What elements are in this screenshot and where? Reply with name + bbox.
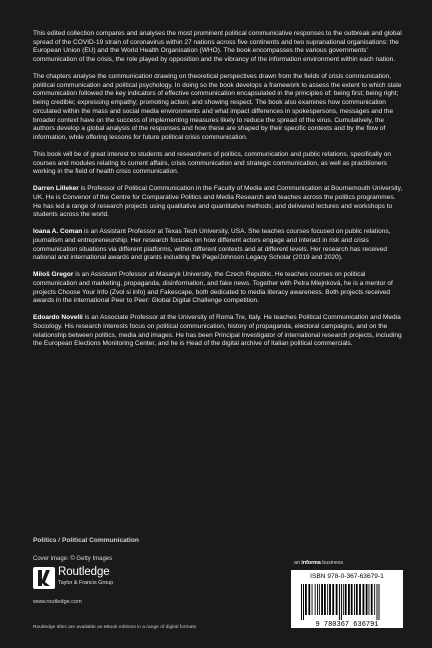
barcode-bar [345, 584, 347, 615]
author-bio [33, 314, 403, 349]
barcode-bar [356, 584, 358, 615]
barcode-bar [354, 584, 355, 615]
barcode-bar [324, 584, 326, 615]
back-cover-text [33, 30, 403, 357]
isbn-label: ISBN 978-0-367-63679-1 [310, 573, 384, 580]
barcode-bar [369, 584, 370, 615]
barcode-bar [377, 584, 378, 620]
routledge-logo [33, 566, 153, 592]
barcode-bar [305, 584, 307, 615]
barcode-bar [359, 584, 361, 615]
author-bio [33, 185, 403, 220]
barcode-bar [343, 584, 344, 615]
barcode-bar [332, 584, 334, 615]
informa-suffix: business [320, 560, 344, 566]
barcode-bar [301, 584, 302, 620]
isbn-barcode [291, 570, 403, 628]
author-name: Edoardo Novelli [33, 314, 83, 322]
ebook-availability-note: Routledge titles are available as eBook editions in a range of digital formats [33, 625, 197, 630]
subject-category: Politics / Political Communication [33, 537, 139, 544]
informa-business-label [294, 560, 343, 566]
barcode-graphic [291, 582, 403, 628]
barcode-bar [321, 584, 323, 615]
informa-prefix: an [294, 560, 302, 566]
author-bio [33, 228, 403, 263]
barcode-bar [308, 584, 310, 615]
publisher-name: Routledge [58, 566, 110, 578]
publisher-group: Taylor & Francis Group [58, 580, 114, 586]
author-name: Darren Lilleker [33, 185, 79, 193]
barcode-bar [371, 584, 373, 615]
description-paragraph-2: The chapters analyse the communication drawing on theoretical perspectives drawn from the fields of crisis communication, political communication and political psychology. In doing so the book develops a framework to assess the extent to which state communication followed the key indicators of effective communication encapsulated in the principles of: being first; being right; being credible; expressing empathy; promoting action; and showing respect. The book also examines how communication circulated within the mass and social media environments and what impact differences in spokespersons, messages and the broader context have on the success of implementing measures likely to reduce the spread of the virus. Cumulatively, the authors develop a global analysis of the responses and how these are shaped by their specific contexts and by the flow of information, while offering lessons for future political crisis communication. [33, 73, 402, 141]
barcode-bar [363, 584, 365, 615]
barcode-bar [327, 584, 328, 615]
barcode-bar [312, 584, 313, 615]
author-name: Miloš Gregor [33, 271, 74, 279]
barcode-bar [339, 584, 340, 620]
barcode-bar [374, 584, 375, 615]
author-bio-text: is an Assistant Professor at Masaryk University, the Czech Republic. He teaches courses on political communication and marketing, propaganda, disinformation, and fake news. Together with Petra Mlejnková, he is a mentor of projects Choose Your Info (Zvol si info) and Fakescape, both dedicated to media literacy awareness. Both projects received awards in the international Peer to Peer: Global Digital Challenge competition. [33, 271, 393, 305]
barcode-bar [379, 584, 380, 620]
barcode-bar [341, 584, 342, 620]
author-bio-text: is Professor of Political Communication in the Faculty of Media and Communication at Bournemouth University, UK. He is Convenor of the Centre for Comparative Politics and Media Research and teaches across the politics programmes. He has led a range of research projects using qualitative and quantitative methods; and delivered lectures and workshops to students across the world. [33, 185, 403, 219]
author-bio-text: is an Associate Professor at the University of Roma Tre, Italy. He teaches Political Communication and Media Sociology. His research interests focus on political communication, history of propaganda, electoral campaigns, and on the relationship between politics, media and images. He has been Principal Investigator of international research projects, including the European Elections Monitoring Center, and he is Head of the digital archive of Italian political commercials. [33, 314, 402, 348]
barcode-bar [351, 584, 353, 615]
author-bio-text: is an Assistant Professor at Texas Tech University, USA. She teaches courses focused on public relations, journalism and entrepreneurship. Her research focuses on how different actors engage and interact in risk and crisis communication situations via different platforms, within different contexts and at different levels. Her research has received national and international awards and grants including the Page/Johnson Legacy Scholar (2019 and 2020). [33, 228, 391, 262]
cover-image-credit: Cover image: © Getty Images [33, 556, 113, 562]
author-bio [33, 271, 403, 306]
barcode-digits: 9 780367 636791 [315, 621, 379, 628]
routledge-logo-icon [33, 567, 55, 589]
barcode-bar [315, 584, 316, 615]
barcode-bar [319, 584, 320, 615]
barcode-bar [317, 584, 318, 615]
barcode-bar [329, 584, 331, 615]
barcode-bar [336, 584, 338, 615]
description-paragraph-3: This book will be of great interest to students and researchers of politics, communication and public relations, specifically on courses and modules relating to current affairs, crisis communication and strategic communication, as well as practitioners working in the field of health crisis communication. [33, 150, 392, 176]
author-name: Ioana A. Coman [33, 228, 83, 236]
barcode-bar [348, 584, 350, 615]
publisher-website: www.routledge.com [33, 599, 82, 605]
informa-brand: informa [301, 560, 321, 566]
barcode-bar [366, 584, 368, 615]
description-paragraph-1: This edited collection compares and analyses the most prominent political communicative responses to the outbreak and global spread of the COVID-19 strain of coronavirus within 27 nations across five continents and two supranational organisations: the European Union (EU) and the World Health Organisation (WHO). The book encompasses the various governments' communication of the crisis, the role played by opposition and the vibrancy of the information environment within each nation. [33, 30, 402, 64]
barcode-bar [303, 584, 304, 620]
